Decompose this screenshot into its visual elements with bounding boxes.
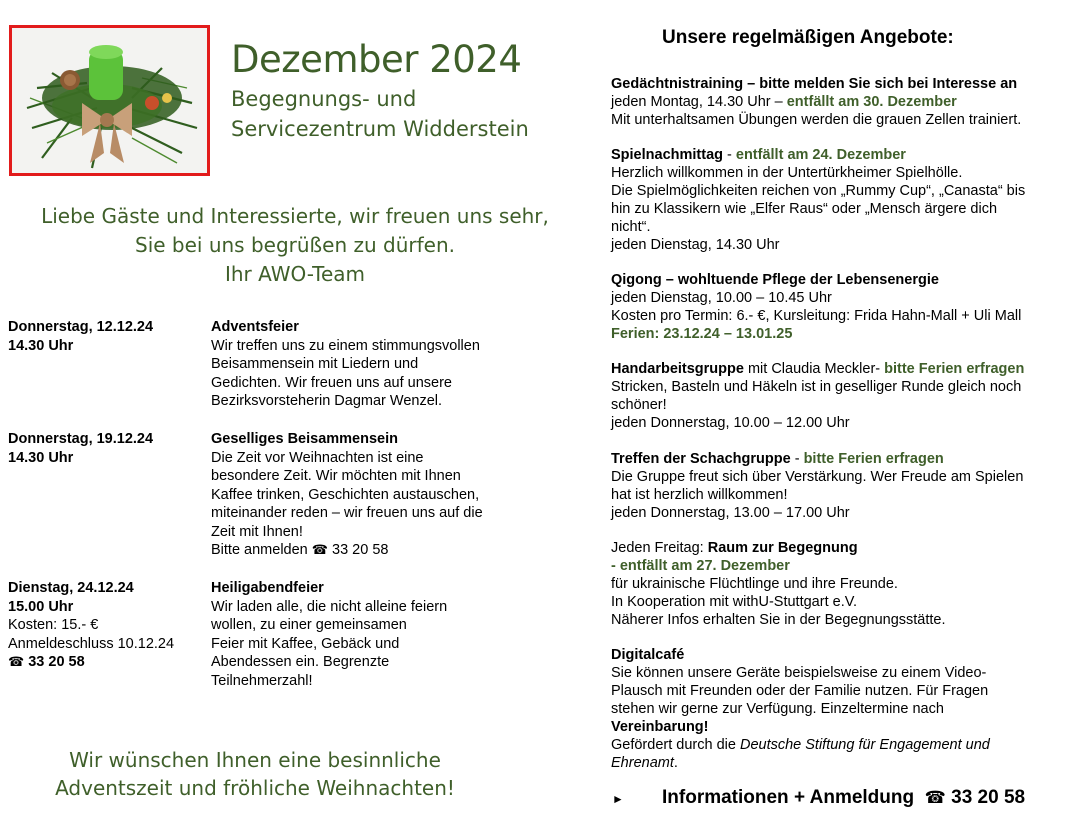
center-name-line1: Begegnungs- und [231, 87, 417, 111]
offer-schedule [611, 93, 1061, 111]
offer-line: hat ist herzlich willkommen! [611, 487, 788, 503]
offer-line: In Kooperation mit withU-Stuttgart e.V. [611, 594, 858, 610]
event-time: 15.00 Uhr [8, 598, 74, 615]
offer-schedule: jeden Donnerstag, 10.00 – 12.00 Uhr [611, 415, 850, 431]
event-date-block [8, 318, 208, 355]
event-description [211, 430, 541, 561]
offer-schedule: jeden Dienstag, 14.30 Uhr [611, 237, 780, 253]
event-time: 14.30 Uhr [8, 337, 74, 354]
funding-prefix: Gefördert durch die [611, 737, 740, 753]
offer-digital-cafe [611, 646, 1061, 772]
offer-title: Digitalcafé [611, 647, 685, 663]
offer-meeting-room [611, 539, 1061, 629]
funding-name: Deutsche Stiftung für Engagement und [739, 737, 990, 753]
phone-number[interactable]: 33 20 58 [28, 654, 85, 670]
footer-phone[interactable]: 33 20 58 [951, 787, 1026, 808]
event-time: 14.30 Uhr [8, 449, 74, 466]
offer-line: Herzlich willkommen in der Untertürkheimer Spielhölle. [611, 165, 963, 181]
offer-line: Stricken, Basteln und Häkeln ist in geselliger Runde gleich noch [611, 379, 1022, 395]
phone-icon: ☎ [311, 543, 328, 558]
greeting-line1: Liebe Gäste und Interessierte, wir freuen uns sehr, [41, 204, 549, 228]
event-description [211, 579, 541, 690]
offer-title: Spielnachmittag [611, 147, 723, 163]
event-date-block [8, 579, 208, 673]
offer-line: Die Spielmöglichkeiten reichen von „Rummy Cup“, „Canasta“ bis [611, 183, 1026, 199]
event-deadline: Anmeldeschluss 10.12.24 [8, 635, 175, 652]
offer-line: hin zu Klassikern wie „Elfer Raus“ oder „Mensch ärgere dich [611, 201, 998, 217]
offer-desc: Mit unterhaltsamen Übungen werden die grauen Zellen trainiert. [611, 112, 1022, 128]
signup-label: Bitte anmelden [211, 542, 308, 558]
offer-schedule: jeden Dienstag, 10.00 – 10.45 Uhr [611, 290, 832, 306]
offer-with: mit Claudia Meckler- [743, 361, 881, 377]
greeting-signature: Ihr AWO-Team [224, 262, 366, 286]
offer-title: Treffen der Schachgruppe [611, 451, 791, 467]
offer-line: Vereinbarung! [611, 719, 709, 735]
offer-line: für ukrainische Flüchtlinge und ihre Freunde. [611, 576, 898, 592]
offer-funding [611, 736, 1061, 754]
greeting-line2: Sie bei uns begrüßen zu dürfen. [135, 233, 455, 257]
event-cost: Kosten: 15.- € [8, 617, 99, 633]
offer-title: Raum zur Begegnung [707, 540, 858, 556]
offer-schedule-text: jeden Montag, 14.30 Uhr – [611, 94, 783, 110]
offer-title: Qigong – wohltuende Pflege der Lebensenergie [611, 272, 939, 288]
funding-suffix: . [673, 755, 678, 771]
closing-line2: Adventszeit und fröhliche Weihnachten! [55, 776, 455, 800]
offer-note: entfällt am 30. Dezember [786, 94, 957, 110]
offer-line: schöner! [611, 397, 667, 413]
offer-holidays: Ferien: 23.12.24 – 13.01.25 [611, 326, 793, 342]
event-phone [8, 653, 208, 673]
event-line: Die Zeit vor Weihnachten ist eine [211, 449, 424, 466]
offer-note: - entfällt am 27. Dezember [611, 558, 790, 574]
event-date: Donnerstag, 12.12.24 [8, 319, 154, 335]
offer-note: bitte Ferien erfragen [803, 451, 944, 467]
phone-number[interactable]: 33 20 58 [332, 542, 389, 558]
event-date: Dienstag, 24.12.24 [8, 580, 134, 596]
offer-dash: - [790, 451, 804, 467]
event-line: Zeit mit Ihnen! [211, 523, 303, 540]
offer-line: nicht“. [611, 219, 651, 235]
event-line: Abendessen ein. Begrenzte [211, 654, 390, 670]
offer-chess-group [611, 450, 1061, 522]
event-line: Beisammensein mit Liedern und [211, 356, 419, 372]
event-line: besondere Zeit. Wir möchten mit Ihnen [211, 468, 461, 484]
event-title: Heiligabendfeier [211, 580, 324, 596]
event-line: Gedichten. Wir freuen uns auf unsere [211, 374, 452, 391]
offer-memory-training [611, 75, 1061, 129]
event-line: Teilnehmerzahl! [211, 672, 313, 689]
offer-note: entfällt am 24. Dezember [735, 147, 906, 163]
offer-games-afternoon [611, 146, 1061, 254]
event-line: Wir laden alle, die nicht alleine feiern [211, 598, 448, 615]
offer-qigong [611, 271, 1061, 343]
offer-line: stehen wir gerne zur Verfügung. Einzeltermine nach [611, 701, 944, 717]
offer-line: Sie können unsere Geräte beispielsweise zu einem Video- [611, 665, 987, 681]
offer-funding-cont [611, 754, 1061, 772]
event-title: Adventsfeier [211, 319, 299, 335]
footer-label: Informationen + Anmeldung [662, 787, 915, 808]
offer-title: Gedächtnistraining – bitte melden Sie sich bei Interesse an [611, 76, 1018, 92]
event-title: Geselliges Beisammensein [211, 431, 398, 447]
event-line: Wir treffen uns zu einem stimmungsvollen [211, 337, 480, 354]
offer-dash: - [723, 147, 736, 163]
month-title: Dezember 2024 [231, 38, 522, 81]
event-line: Kaffee trinken, Geschichten austauschen, [211, 486, 480, 503]
event-line: wollen, zu einer gemeinsamen [211, 617, 407, 633]
offer-line: Plausch mit Freunden oder der Familie nutzen. Für Fragen [611, 683, 989, 699]
event-line: Bezirksvorsteherin Dagmar Wenzel. [211, 393, 443, 409]
offer-prefix: Jeden Freitag: [611, 540, 708, 556]
footer-info [662, 787, 1025, 809]
funding-name-cont: Ehrenamt [611, 755, 674, 771]
event-date-block [8, 430, 208, 467]
offer-line: Die Gruppe freut sich über Verstärkung. Wer Freude am Spielen [611, 469, 1024, 485]
event-line: Feier mit Kaffee, Gebäck und [211, 635, 400, 652]
advent-wreath-illustration [12, 28, 207, 173]
offer-schedule: jeden Donnerstag, 13.00 – 17.00 Uhr [611, 505, 850, 521]
offer-handcraft-group [611, 360, 1061, 432]
center-name-line2: Servicezentrum Widderstein [231, 117, 529, 141]
offer-cost: Kosten pro Termin: 6.- €, Kursleitung: Frida Hahn-Mall + Uli Mall [611, 308, 1022, 324]
offers-heading: Unsere regelmäßigen Angebote: [662, 27, 954, 48]
offer-note: bitte Ferien erfragen [880, 361, 1025, 377]
phone-icon: ☎ [924, 788, 946, 808]
offer-title: Handarbeitsgruppe [611, 361, 744, 377]
closing-line1: Wir wünschen Ihnen eine besinnliche [69, 748, 441, 772]
event-signup [211, 541, 541, 561]
phone-icon: ☎ [8, 655, 25, 670]
arrow-right-icon: ► [612, 792, 624, 806]
event-date: Donnerstag, 19.12.24 [8, 431, 154, 447]
offer-line: Näherer Infos erhalten Sie in der Begegnungsstätte. [611, 612, 946, 628]
event-description [211, 318, 541, 411]
event-line: miteinander reden – wir freuen uns auf die [211, 505, 483, 521]
advent-photo [9, 25, 210, 176]
